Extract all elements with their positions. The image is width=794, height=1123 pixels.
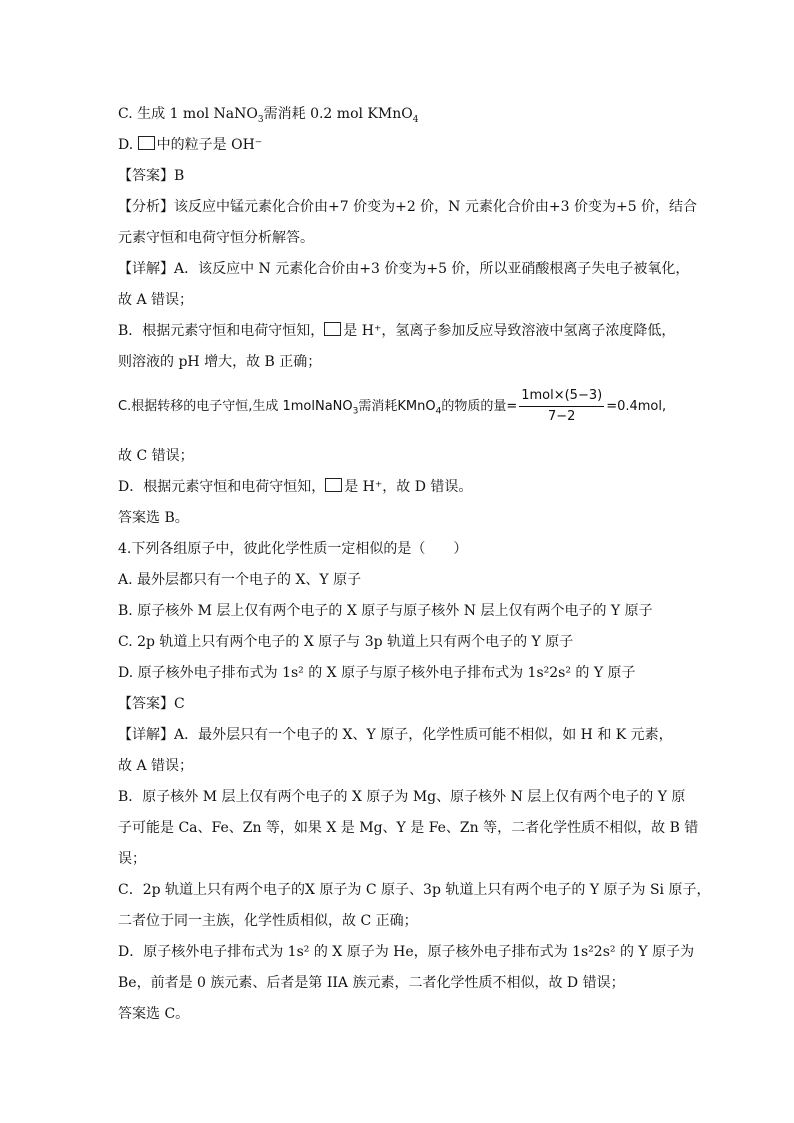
fraction-numerator: 1mol×(5−3) xyxy=(519,388,604,407)
q3-analysis-line-2: 元素守恒和电荷守恒分析解答。 xyxy=(118,230,314,246)
q3-conclusion: 答案选 B。 xyxy=(118,510,189,526)
q3-detail-b-line-1: B．根据元素守恒和电荷守恒知， 是 H⁺，氢离子参加反应导致溶液中氢离子浓度降低， xyxy=(118,323,676,339)
q4-detail-b-line-1: B．原子核外 M 层上仅有两个电子的 X 原子为 Mg、原子核外 N 层上仅有两个电子的 Y 原 xyxy=(118,789,686,805)
q4-detail-b-line-3: 误； xyxy=(118,851,146,867)
q3-detail-c-line-2: 故 C 错误； xyxy=(118,448,194,464)
q3-option-c: C. 生成 1 mol NaNO$_3$需消耗 0.2 mol KMnO$_4$ xyxy=(118,106,419,125)
q4-detail-c-line-2: 二者位于同一主族，化学性质相似，故 C 正确； xyxy=(118,913,418,929)
blank-box xyxy=(324,322,341,336)
q3-detail-c-formula: C.根据转移的电子守恒,生成 1molNaNO$_3$需消耗KMnO$_4$的物质的量= $\frac{\text{1mol×(5−3)}}{7-2}$ =0.4mol, xyxy=(118,388,667,424)
q3-detail-a-line-2: 故 A 错误； xyxy=(118,292,194,308)
q3-answer: 【答案】B xyxy=(118,168,185,184)
q4-detail-a-line-2: 故 A 错误； xyxy=(118,758,194,774)
q4-option-a: A. 最外层都只有一个电子的 X、Y 原子 xyxy=(118,572,362,588)
fraction xyxy=(519,388,604,425)
fraction-denominator: 7−2 xyxy=(547,409,576,424)
q3-detail-d: D．根据元素守恒和电荷守恒知， 是 H⁺，故 D 错误。 xyxy=(118,479,473,495)
q4-option-b: B. 原子核外 M 层上仅有两个电子的 X 原子与原子核外 N 层上仅有两个电子的 Y 原子 xyxy=(118,603,653,619)
q4-option-c: C. 2p 轨道上只有两个电子的 X 原子与 3p 轨道上只有两个电子的 Y 原子 xyxy=(118,634,574,650)
q4-detail-d-line-2: Be，前者是 0 族元素、后者是第 IIA 族元素，二者化学性质不相似，故 D 错误； xyxy=(118,975,625,991)
blank-box xyxy=(325,478,342,492)
q4-detail-d-line-1: D．原子核外电子排布式为 1s² 的 X 原子为 He，原子核外电子排布式为 1s²2s² 的 Y 原子为 xyxy=(118,944,695,960)
q3-detail-a-line-1: 【详解】A．该反应中 N 元素化合价由+3 价变为+5 价，所以亚硝酸根离子失电子被氧化， xyxy=(118,261,690,277)
q4-stem: 4.下列各组原子中，彼此化学性质一定相似的是（ ） xyxy=(118,541,468,557)
q3-option-d: D. 中的粒子是 OH⁻ xyxy=(118,137,263,153)
q3-detail-b-line-2: 则溶液的 pH 增大，故 B 正确； xyxy=(118,354,322,370)
q4-detail-c-line-1: C．2p 轨道上只有两个电子的X 原子为 C 原子、3p 轨道上只有两个电子的 Y 原子为 Si 原子， xyxy=(118,882,711,898)
q4-option-d: D. 原子核外电子排布式为 1s² 的 X 原子与原子核外电子排布式为 1s²2s² 的 Y 原子 xyxy=(118,665,636,681)
q4-answer: 【答案】C xyxy=(118,696,185,712)
q4-detail-b-line-2: 子可能是 Ca、Fe、Zn 等，如果 X 是 Mg、Y 是 Fe、Zn 等，二者化学性质不相似，故 B 错 xyxy=(118,820,699,836)
q4-detail-a-line-1: 【详解】A．最外层只有一个电子的 X、Y 原子，化学性质可能不相似，如 H 和 K 元素， xyxy=(118,727,673,743)
q4-conclusion: 答案选 C。 xyxy=(118,1006,190,1022)
blank-box xyxy=(138,136,155,150)
q3-analysis-line-1: 【分析】该反应中锰元素化合价由+7 价变为+2 价，N 元素化合价由+3 价变为+5 价，结合 xyxy=(118,199,698,215)
